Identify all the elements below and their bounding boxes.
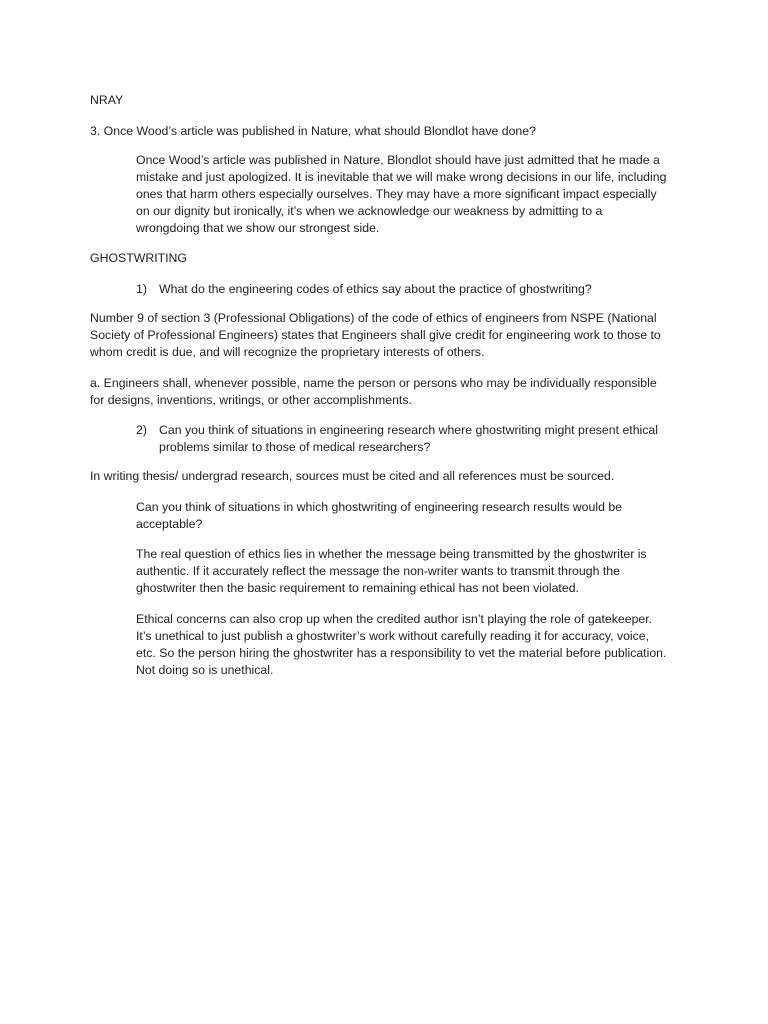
- answer-3-paragraph: Once Wood’s article was published in Nature, Blondlot should have just admitted that he made a mistake and just apologized. It is inevitable that we will make wrong decisions in our life, including ones that harm others especially ourselves. They may have a more significant impact especially on our dignity but ironically, it’s when we acknowledge our weakness by admitting to a wrongdoing that we show our strongest side.: [136, 153, 667, 235]
- list-item-1-text: What do the engineering codes of ethics say about the practice of ghostwriting?: [159, 282, 592, 296]
- answer-acceptable-paragraph-1: The real question of ethics lies in whether the message being transmitted by the ghostwriter is authentic. If it accurately reflect the message the non-writer wants to transmit through the ghostwriter then the basic requirement to remaining ethical has not been violated.: [136, 547, 647, 595]
- answer-2-paragraph: In writing thesis/ undergrad research, sources must be cited and all references must be sourced.: [90, 469, 615, 483]
- answer-acceptable-paragraph-2: Ethical concerns can also crop up when the credited author isn’t playing the role of gatekeeper. It’s unethical to just publish a ghostwriter’s work without carefully reading it for accuracy, voice, etc. So the person hiring the ghostwriter has a responsibility to vet the material before publication. Not doing so is unethical.: [136, 612, 667, 677]
- list-item-2-number: 2): [136, 423, 147, 437]
- question-acceptable: Can you think of situations in which ghostwriting of engineering research results would be acceptable?: [136, 500, 622, 531]
- answer-1-paragraph: Number 9 of section 3 (Professional Obligations) of the code of ethics of engineers from NSPE (National Society of Professional Engineers) states that Engineers shall give credit for engineering work to those to whom credit is due, and will recognize the proprietary interests of others.: [90, 311, 661, 359]
- heading-ghostwriting: GHOSTWRITING: [90, 251, 188, 265]
- heading-nray: NRAY: [90, 93, 124, 107]
- answer-1a-paragraph: a. Engineers shall, whenever possible, name the person or persons who may be individually responsible for designs, inventions, writings, or other accomplishments.: [90, 376, 657, 407]
- question-3: 3. Once Wood’s article was published in Nature, what should Blondlot have done?: [90, 124, 536, 138]
- list-item-2-text: Can you think of situations in engineering research where ghostwriting might present ethical problems similar to those of medical researchers?: [159, 423, 658, 454]
- list-item-1-number: 1): [136, 282, 147, 296]
